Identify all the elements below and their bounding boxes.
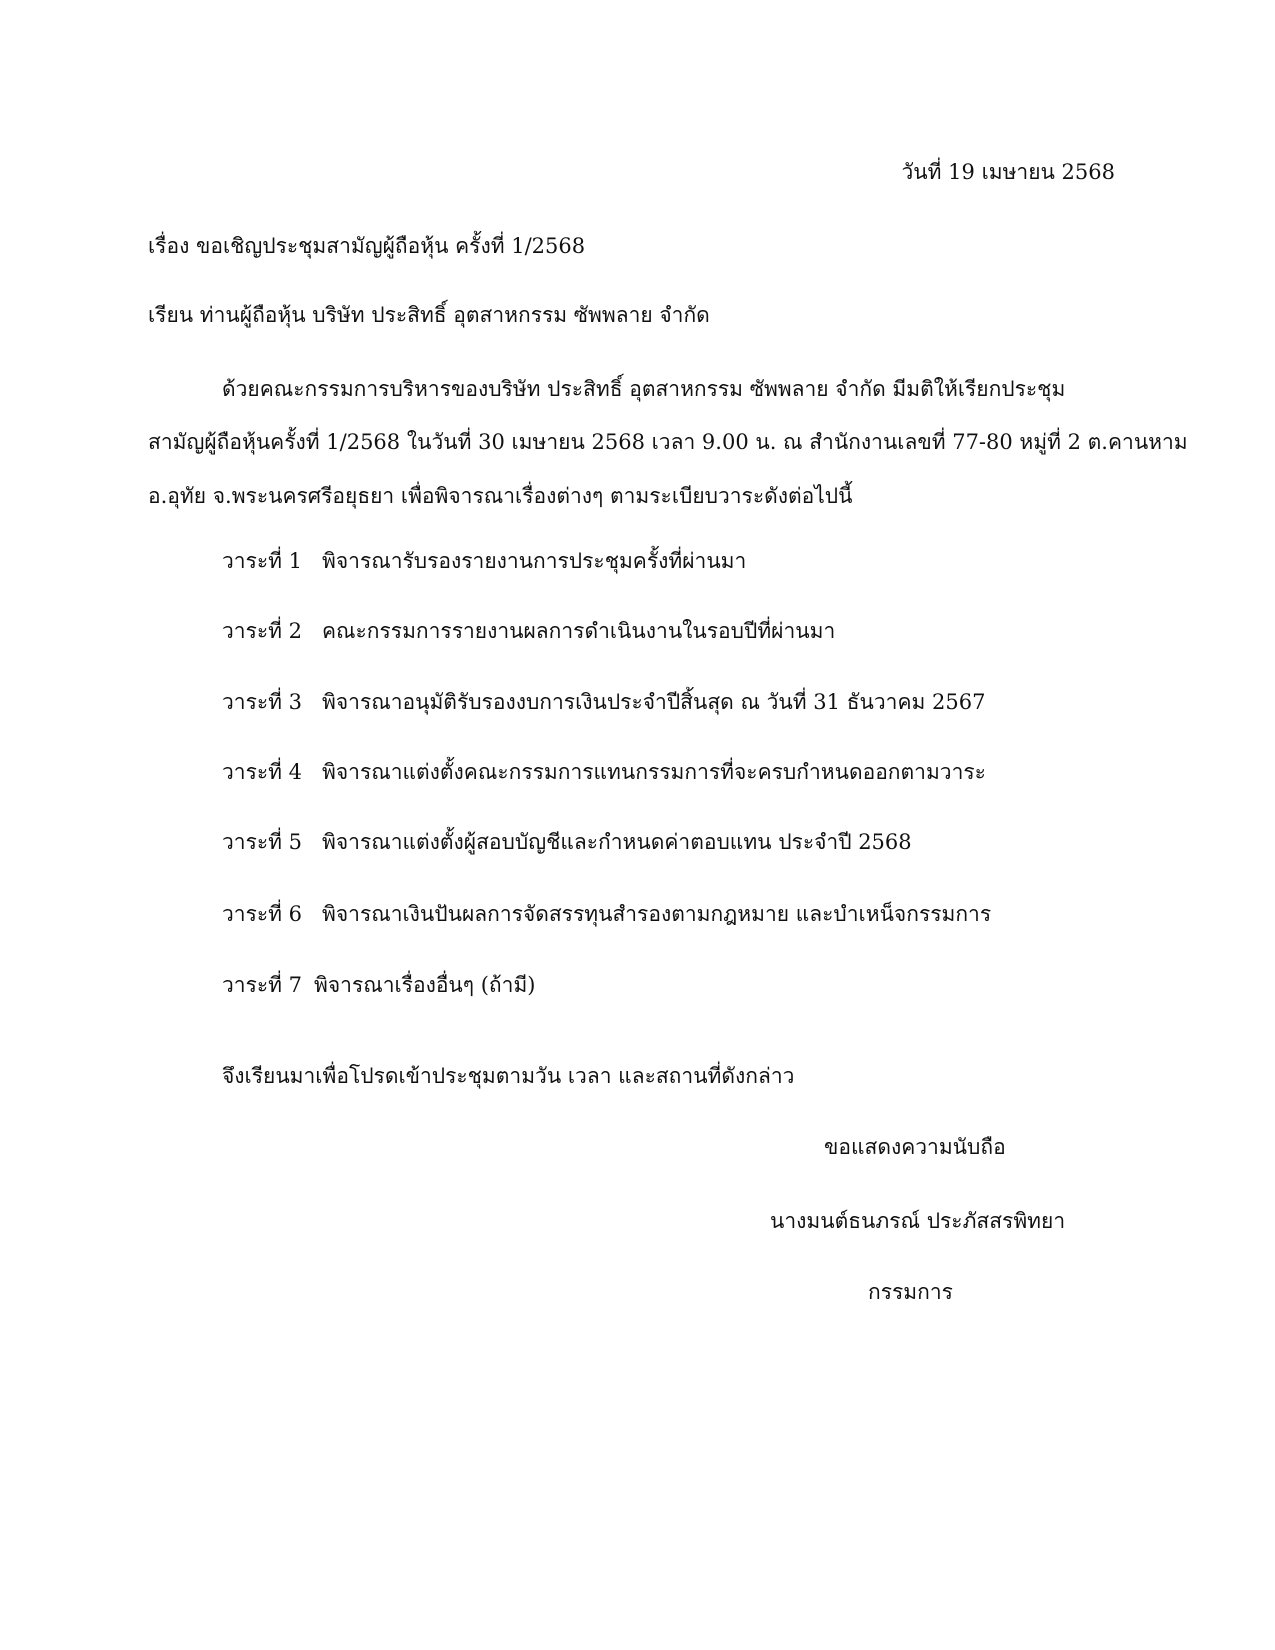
agenda-text: พิจารณาเรื่องอื่นๆ (ถ้ามี) <box>314 973 536 997</box>
agenda-text: พิจารณาเงินปันผลการจัดสรรทุนสำรองตามกฎหมาย และบำเหน็จกรรมการ <box>322 902 992 926</box>
agenda-number: วาระที่ 7 <box>222 973 303 997</box>
agenda-number: วาระที่ 4 <box>222 760 303 784</box>
agenda-item-1 <box>222 549 746 574</box>
agenda-text: พิจารณาอนุมัติรับรองงบการเงินประจำปีสิ้นสุด ณ วันที่ 31 ธันวาคม 2567 <box>322 690 986 714</box>
letter-recipient: เรียน ท่านผู้ถือหุ้น บริษัท ประสิทธิ์ อุตสาหกรรม ซัพพลาย จำกัด <box>148 303 710 327</box>
agenda-text: พิจารณาแต่งตั้งคณะกรรมการแทนกรรมการที่จะครบกำหนดออกตามวาระ <box>322 760 986 784</box>
agenda-item-3 <box>222 690 985 715</box>
body-line-3: อ.อุทัย จ.พระนครศรีอยุธยา เพื่อพิจารณาเรื่องต่างๆ ตามระเบียบวาระดังต่อไปนี้ <box>148 484 853 508</box>
agenda-item-4 <box>222 760 986 785</box>
agenda-text: พิจารณารับรองรายงานการประชุมครั้งที่ผ่านมา <box>322 549 747 573</box>
body-line-2: สามัญผู้ถือหุ้นครั้งที่ 1/2568 ในวันที่ 30 เมษายน 2568 เวลา 9.00 น. ณ สำนักงานเลขที่ 77-80 หมู่ที่ 2 ต.คานหาม <box>148 430 1188 454</box>
agenda-item-2 <box>222 619 835 644</box>
agenda-number: วาระที่ 3 <box>222 690 303 714</box>
agenda-item-7 <box>222 973 535 998</box>
agenda-text: พิจารณาแต่งตั้งผู้สอบบัญชีและกำหนดค่าตอบแทน ประจำปี 2568 <box>322 830 912 854</box>
agenda-number: วาระที่ 6 <box>222 902 303 926</box>
closing-sentence: จึงเรียนมาเพื่อโปรดเข้าประชุมตามวัน เวลา และสถานที่ดังกล่าว <box>222 1064 795 1088</box>
letter-date: วันที่ 19 เมษายน 2568 <box>901 160 1115 184</box>
complimentary-close: ขอแสดงความนับถือ <box>824 1135 1006 1159</box>
agenda-number: วาระที่ 2 <box>222 619 303 643</box>
agenda-item-6 <box>222 902 991 927</box>
body-line-1: ด้วยคณะกรรมการบริหารของบริษัท ประสิทธิ์ อุตสาหกรรม ซัพพลาย จำกัด มีมติให้เรียกประชุม <box>222 377 1066 401</box>
agenda-item-5 <box>222 830 912 855</box>
signer-position: กรรมการ <box>868 1280 953 1304</box>
agenda-number: วาระที่ 1 <box>222 549 303 573</box>
agenda-number: วาระที่ 5 <box>222 830 303 854</box>
letter-subject: เรื่อง ขอเชิญประชุมสามัญผู้ถือหุ้น ครั้งที่ 1/2568 <box>148 234 586 258</box>
signer-name: นางมนต์ธนภรณ์ ประภัสสรพิทยา <box>770 1209 1066 1233</box>
agenda-text: คณะกรรมการรายงานผลการดำเนินงานในรอบปีที่ผ่านมา <box>322 619 836 643</box>
